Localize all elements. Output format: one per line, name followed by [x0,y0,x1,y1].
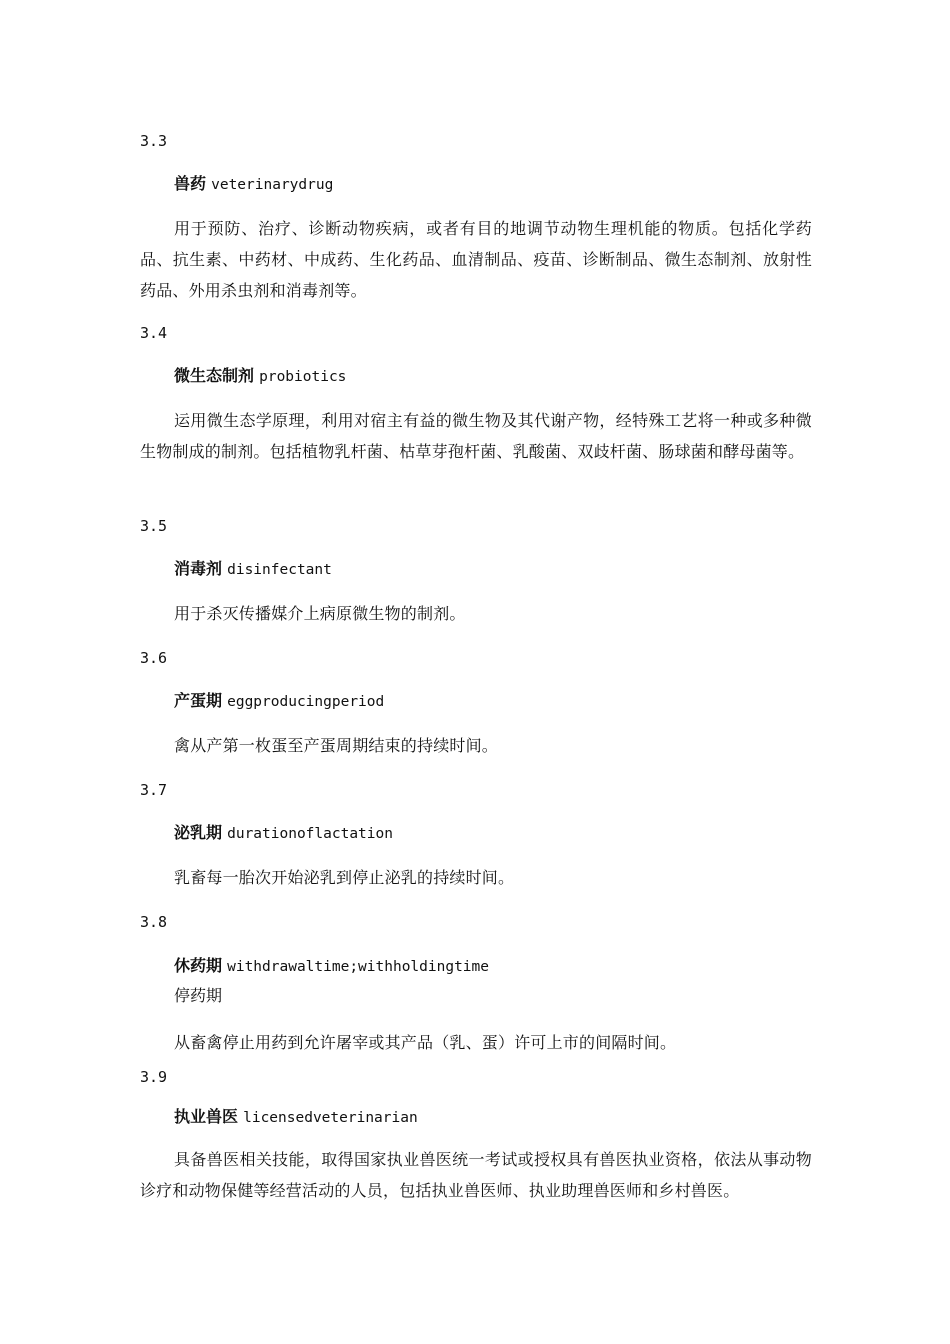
section-number: 3.8 [140,913,168,931]
term-english: withdrawaltime;withholdingtime [227,959,490,975]
term-english: disinfectant [227,562,332,578]
term-heading [174,173,333,196]
term-chinese: 兽药 [174,174,207,193]
term-alias: 停药期 [174,986,223,1005]
term-definition: 乳畜每一胎次开始泌乳到停止泌乳的持续时间。 [174,868,515,887]
section-number: 3.3 [140,132,168,150]
term-heading [174,822,393,845]
term-chinese: 执业兽医 [174,1107,239,1126]
term-chinese: 休药期 [174,956,223,975]
term-definition: 运用微生态学原理，利用对宿主有益的微生物及其代谢产物，经特殊工艺将一种或多种微生物制成的制剂。包括植物乳杆菌、枯草芽孢杆菌、乳酸菌、双歧杆菌、肠球菌和酵母菌等。 [140,411,812,461]
term-english: durationoflactation [227,826,393,842]
term-english: veterinarydrug [211,177,334,193]
section-number: 3.7 [140,781,168,799]
term-chinese: 微生态制剂 [174,366,255,385]
term-english: licensedveterinarian [243,1110,418,1126]
term-heading [174,1106,418,1129]
section-number: 3.4 [140,324,168,342]
term-chinese: 消毒剂 [174,559,223,578]
section-number: 3.6 [140,649,168,667]
term-english: probiotics [259,369,347,385]
term-heading [174,690,384,713]
term-heading [174,558,332,581]
term-chinese: 泌乳期 [174,823,223,842]
term-definition: 用于预防、治疗、诊断动物疾病，或者有目的地调节动物生理机能的物质。包括化学药品、抗生素、中药材、中成药、生化药品、血清制品、疫苗、诊断制品、微生态制剂、放射性药品、外用杀虫剂和消毒剂等。 [140,219,812,300]
term-heading [174,955,489,978]
section-number: 3.5 [140,517,168,535]
term-definition: 具备兽医相关技能，取得国家执业兽医统一考试或授权具有兽医执业资格，依法从事动物诊疗和动物保健等经营活动的人员，包括执业兽医师、执业助理兽医师和乡村兽医。 [140,1150,812,1200]
term-definition: 从畜禽停止用药到允许屠宰或其产品（乳、蛋）许可上市的间隔时间。 [174,1033,677,1052]
section-number: 3.9 [140,1068,168,1086]
term-definition: 用于杀灭传播媒介上病原微生物的制剂。 [174,604,466,623]
term-definition: 禽从产第一枚蛋至产蛋周期结束的持续时间。 [174,736,499,755]
term-heading [174,365,346,388]
term-chinese: 产蛋期 [174,691,223,710]
term-english: eggproducingperiod [227,694,385,710]
